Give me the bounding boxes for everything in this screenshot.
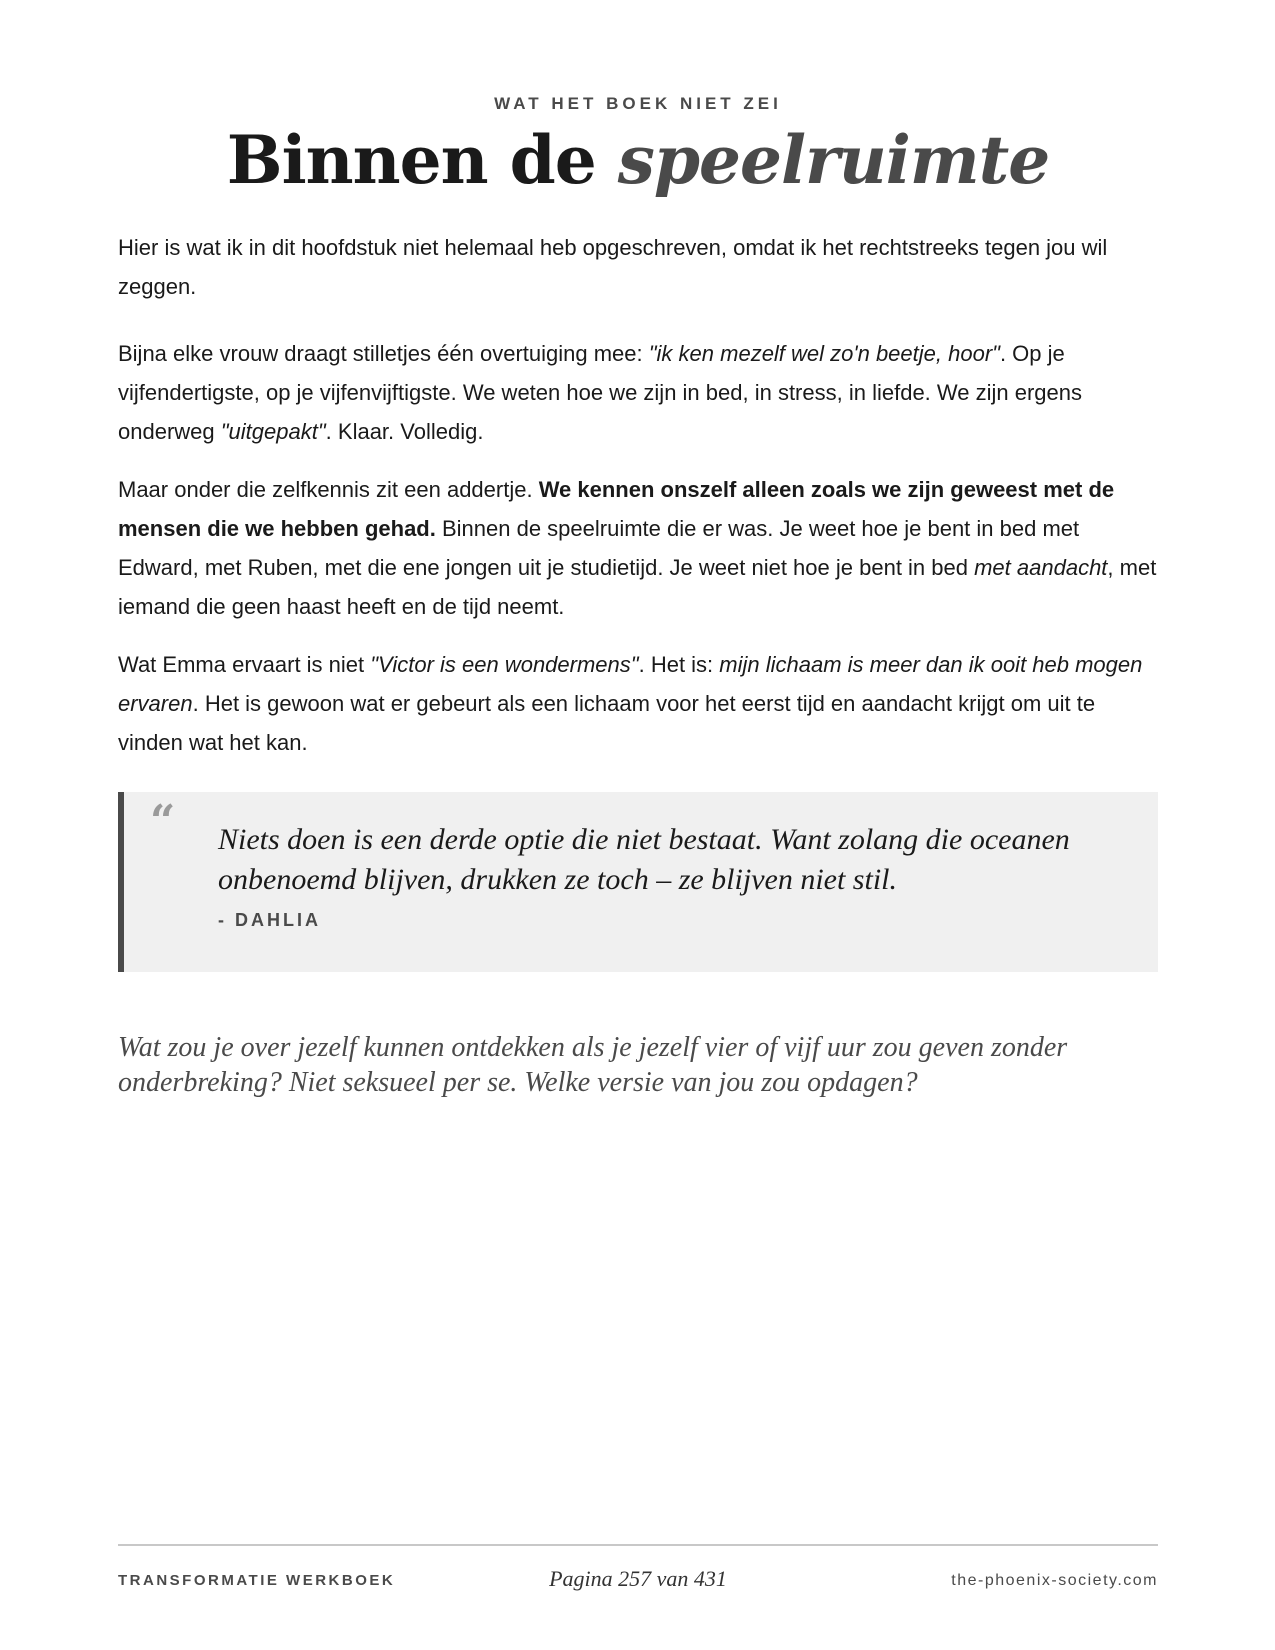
- italic-run: mijn lichaam is meer dan ik ooit heb mogen ervaren: [118, 652, 1143, 716]
- quote-author: - DAHLIA: [218, 910, 321, 930]
- text-run: , met iemand die geen haast heeft en de tijd neemt.: [118, 555, 1157, 619]
- text-run: Binnen de speelruimte die er was. Je weet hoe je bent in bed met Edward, met Ruben, met die ene jongen uit je studietijd. Je weet niet hoe je bent in bed: [118, 516, 1080, 580]
- text-run: . Klaar. Volledig.: [325, 419, 484, 444]
- paragraph-catch: [118, 470, 1158, 626]
- paragraph-emma: [118, 645, 1158, 762]
- footer-website: the-phoenix-society.com: [951, 1572, 1158, 1589]
- footer-page-number: Pagina 257 van 431: [549, 1566, 727, 1591]
- text-run: . Het is gewoon wat er gebeurt als een lichaam voor het eerst tijd en aandacht krijgt om uit te vinden wat het kan.: [118, 691, 1096, 755]
- quote-text: Niets doen is een derde optie die niet bestaat. Want zolang die oceanen onbenoemd blijven, drukken ze toch – ze blijven niet stil.: [218, 823, 1070, 896]
- italic-run: "Victor is een wondermens": [370, 652, 639, 677]
- title-main: Binnen de: [226, 121, 618, 199]
- bold-run: We kennen onszelf alleen zoals we zijn geweest met de mensen die we hebben gehad.: [118, 477, 1115, 541]
- reflection-question: Wat zou je over jezelf kunnen ontdekken als je jezelf vier of vijf uur zou geven zonder onderbreking? Niet seksueel per se. Welke versie van jou zou opdagen?: [118, 1032, 1068, 1098]
- text-run: . Het is:: [638, 652, 720, 677]
- text-run: . Op je vijfendertigste, op je vijfenvijftigste. We weten hoe we zijn in bed, in stress, in liefde. We zijn ergens onderweg: [118, 341, 1083, 444]
- page-title: [118, 118, 1158, 202]
- paragraph-intro: Hier is wat ik in dit hoofdstuk niet helemaal heb opgeschreven, omdat ik het rechtstreeks tegen jou wil zeggen.: [118, 235, 1108, 299]
- paragraph-belief: [118, 334, 1158, 451]
- section-eyebrow: WAT HET BOEK NIET ZEI: [494, 94, 782, 113]
- italic-run: met aandacht: [974, 555, 1108, 580]
- text-run: Wat Emma ervaart is niet: [118, 652, 371, 677]
- pull-quote: [118, 792, 1158, 972]
- footer-workbook-label: TRANSFORMATIE WERKBOEK: [118, 1572, 396, 1589]
- text-run: Maar onder die zelfkennis zit een addertje.: [118, 477, 539, 502]
- footer-divider: [118, 1544, 1158, 1546]
- italic-run: "uitgepakt": [220, 419, 326, 444]
- text-run: Bijna elke vrouw draagt stilletjes één overtuiging mee:: [118, 341, 649, 366]
- title-accent: speelruimte: [617, 121, 1050, 199]
- quote-mark-icon: “: [150, 796, 176, 847]
- italic-run: "ik ken mezelf wel zo'n beetje, hoor": [648, 341, 1000, 366]
